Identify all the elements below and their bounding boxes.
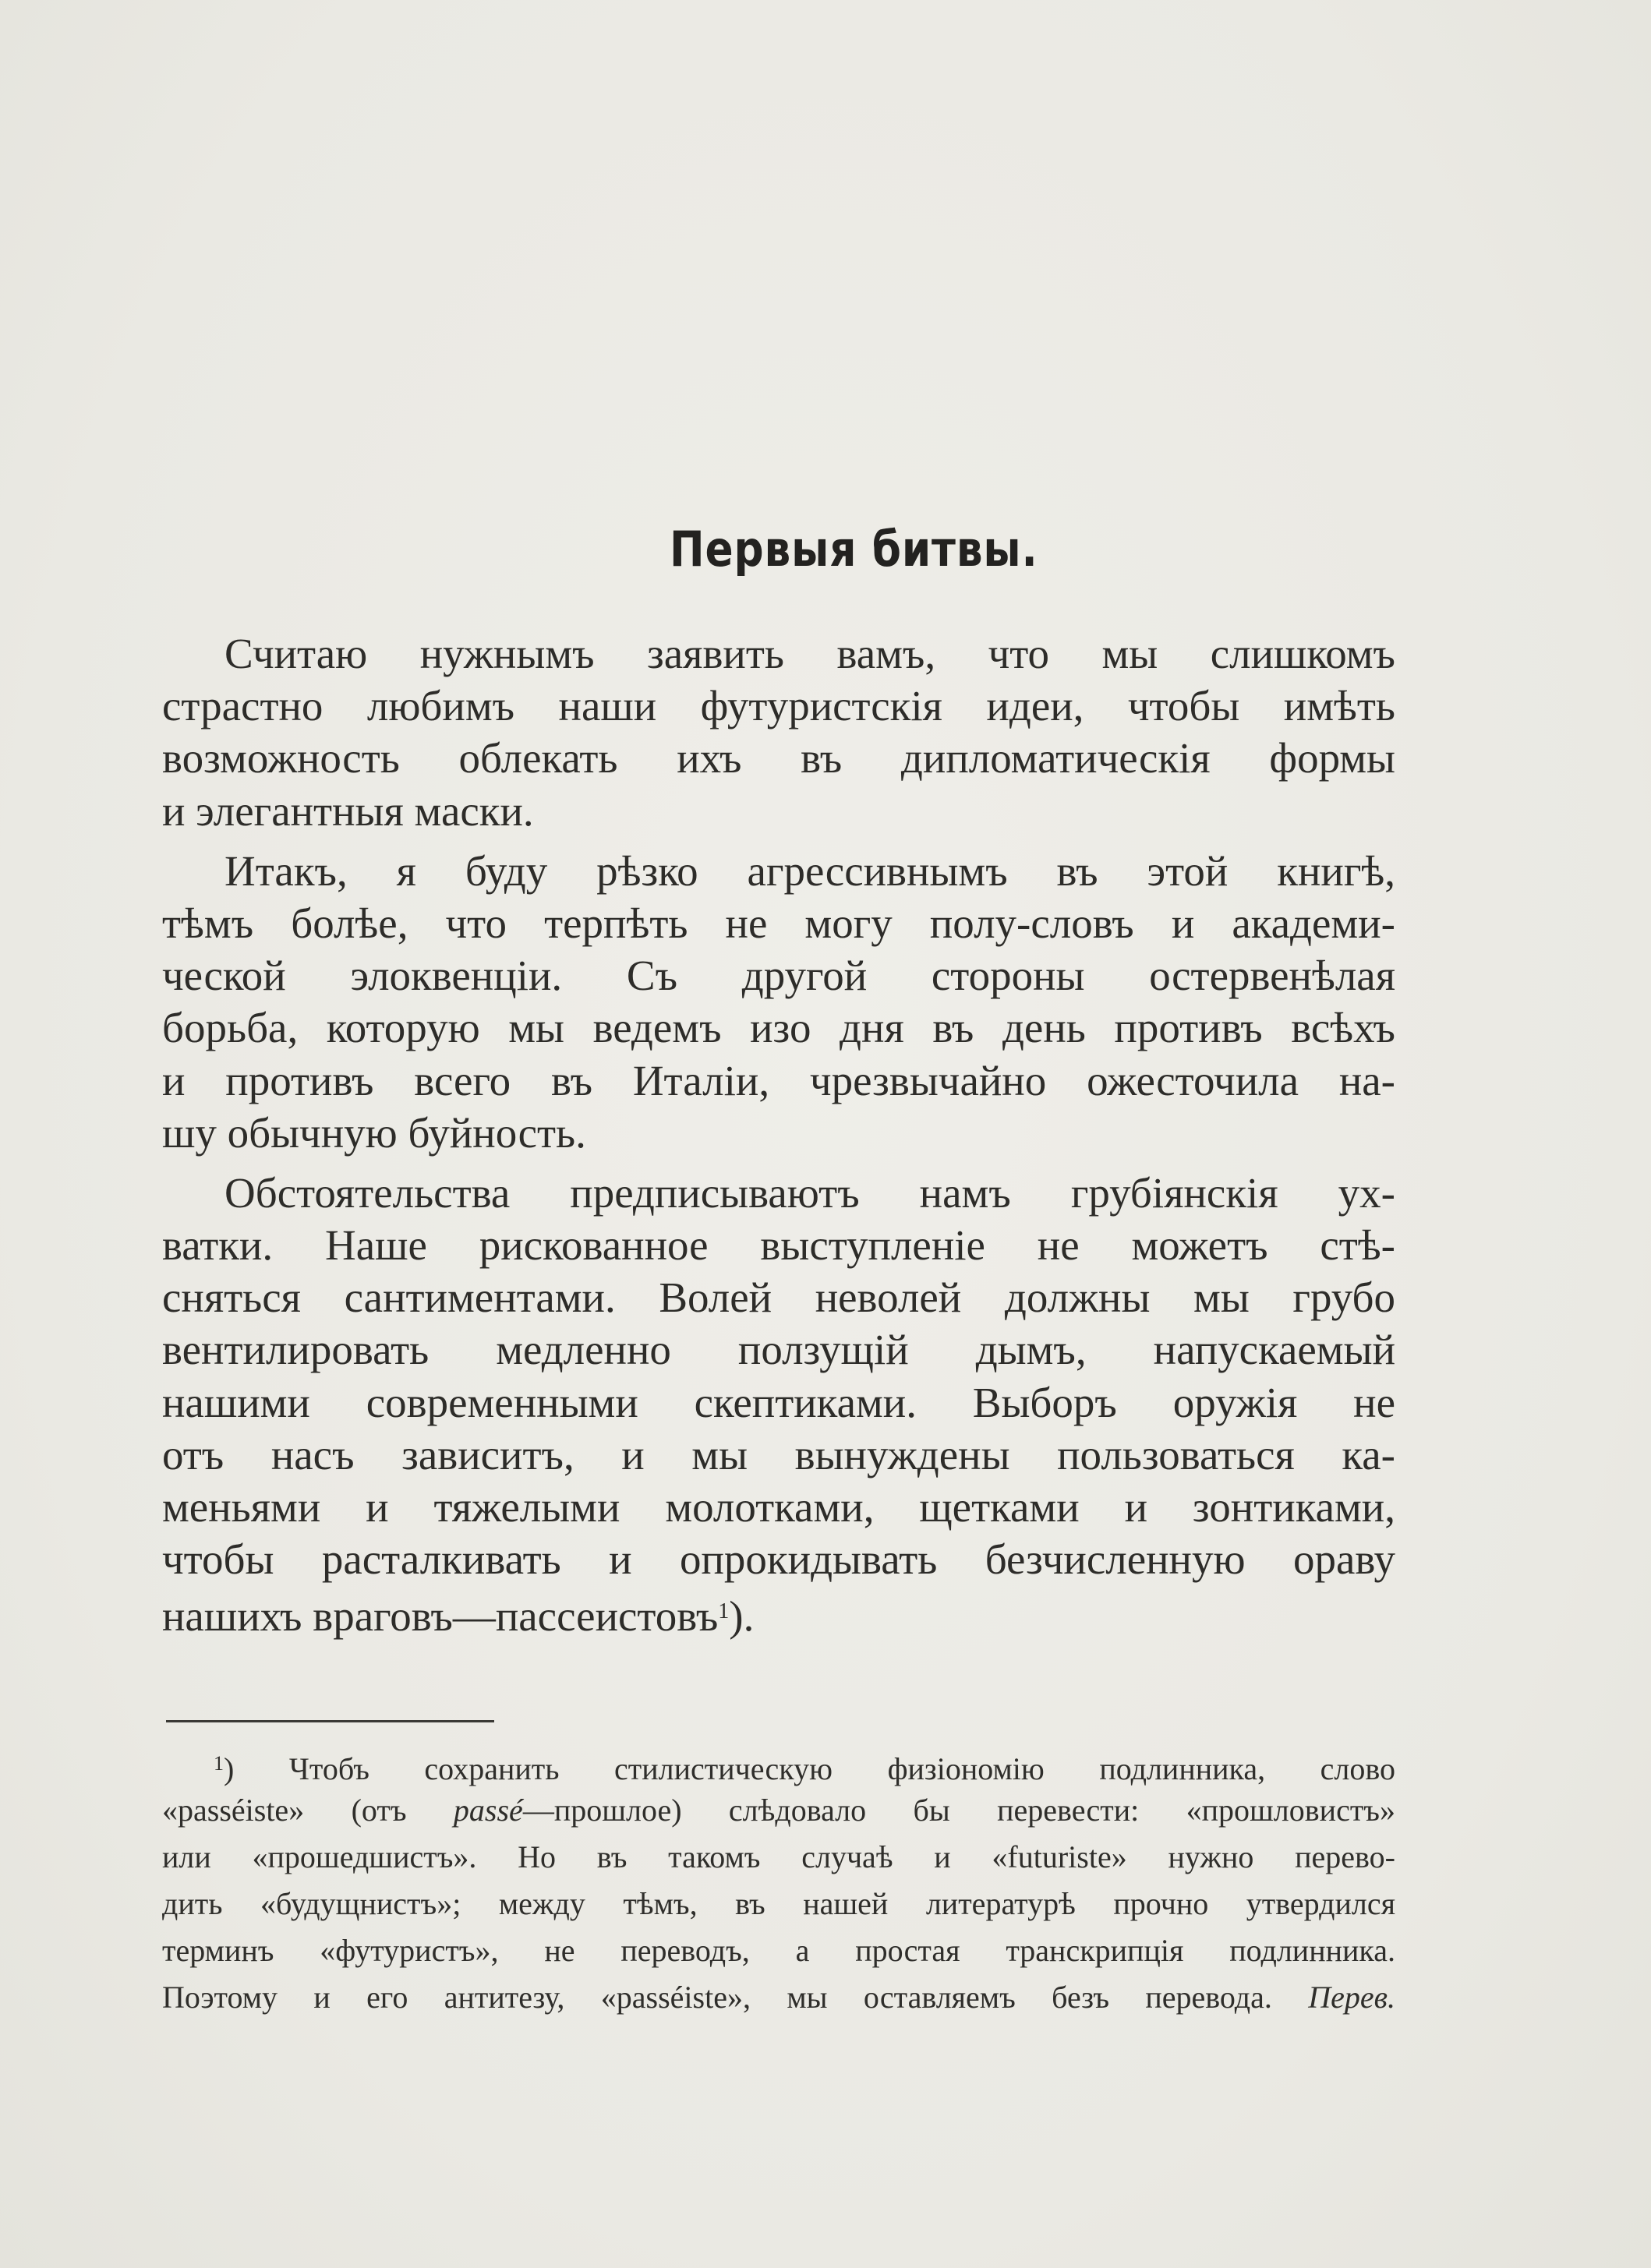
footnote-mark-paren: ) [224,1751,235,1786]
text-line: и элегантныя маски. [162,786,534,835]
footnote-divider [166,1720,494,1722]
text-line: борьба, которую мы ведемъ изо дня въ день противъ всѣхъ [162,1004,1395,1052]
footnote-line: или «прошедшистъ». Но въ такомъ случаѣ и «futuriste» нужно перево- [162,1839,1395,1874]
page-title-text: Первыя битвы. [670,521,1038,578]
text-line: Обстоятельства предписываютъ намъ грубіянскія ух- [224,1168,1395,1217]
text-line: тѣмъ болѣе, что терпѣть не могу полу-словъ и академи- [162,899,1395,947]
footnote-line [162,1740,1395,1787]
text-line: и противъ всего въ Италіи, чрезвычайно ожесточила на- [162,1056,1395,1104]
text-line: возможность облекать ихъ въ дипломатическія формы [162,734,1395,782]
text-line: Считаю нужнымъ заявить вамъ, что мы слишкомъ [224,630,1395,677]
footnote-text: «passéiste» (отъ [162,1793,454,1828]
footnote-italic-word: passé [453,1793,523,1828]
footnote-text: —прошлое) слѣдовало бы перевести: «прошловистъ» [522,1793,1395,1828]
text-line: меньями и тяжелыми молотками, щетками и зонтиками, [162,1483,1395,1531]
footnote-text: Чтобъ сохранить стилистическую физіономію подлинника, слово [288,1751,1395,1786]
text-line: сняться сантиментами. Волей неволей должны мы грубо [162,1274,1395,1322]
footnote-text: Поэтому и его антитезу, «passéiste», мы оставляемъ безъ перевода. [162,1980,1272,2015]
footnote-line [162,1787,1395,1834]
text-line-last [162,1585,1395,1641]
footnote-reference[interactable]: 1 [718,1599,730,1624]
footnote-line: дить «будущнистъ»; между тѣмъ, въ нашей литературѣ прочно утвердился [162,1886,1395,1921]
text-line: вентилировать медленно ползущій дымъ, напускаемый [162,1326,1395,1374]
paragraph-1 [162,627,1395,837]
page-title [127,521,1547,578]
text-fragment: нашихъ враговъ—пассеистовъ [162,1592,719,1641]
paragraph-2 [162,845,1395,1159]
paragraph-3 [162,1167,1395,1641]
footnote-line [162,1974,1395,2021]
text-line: чтобы расталкивать и опрокидывать безчисленную ораву [162,1535,1395,1584]
translator-signature: Перев. [1308,1980,1395,2015]
text-line: шу обычную буйность. [162,1108,586,1157]
footnote [162,1740,1395,2021]
body-text [162,627,1395,1641]
footnote-line: терминъ «футуристъ», не переводъ, а простая транскрипція подлинника. [162,1933,1395,1968]
text-line: нашими современными скептиками. Выборъ оружія не [162,1378,1395,1426]
footnote-mark: 1 [214,1752,224,1775]
text-line: отъ насъ зависитъ, и мы вынуждены пользоваться ка- [162,1430,1395,1478]
text-line: ческой элоквенціи. Съ другой стороны остервенѣлая [162,952,1395,1000]
text-line: Итакъ, я буду рѣзко агрессивнымъ въ этой книгѣ, [224,846,1395,895]
text-line: ватки. Наше рискованное выступленіе не можетъ стѣ- [162,1221,1395,1270]
text-fragment: ). [729,1592,755,1641]
text-line: страстно любимъ наши футуристскія идеи, чтобы имѣть [162,682,1395,730]
